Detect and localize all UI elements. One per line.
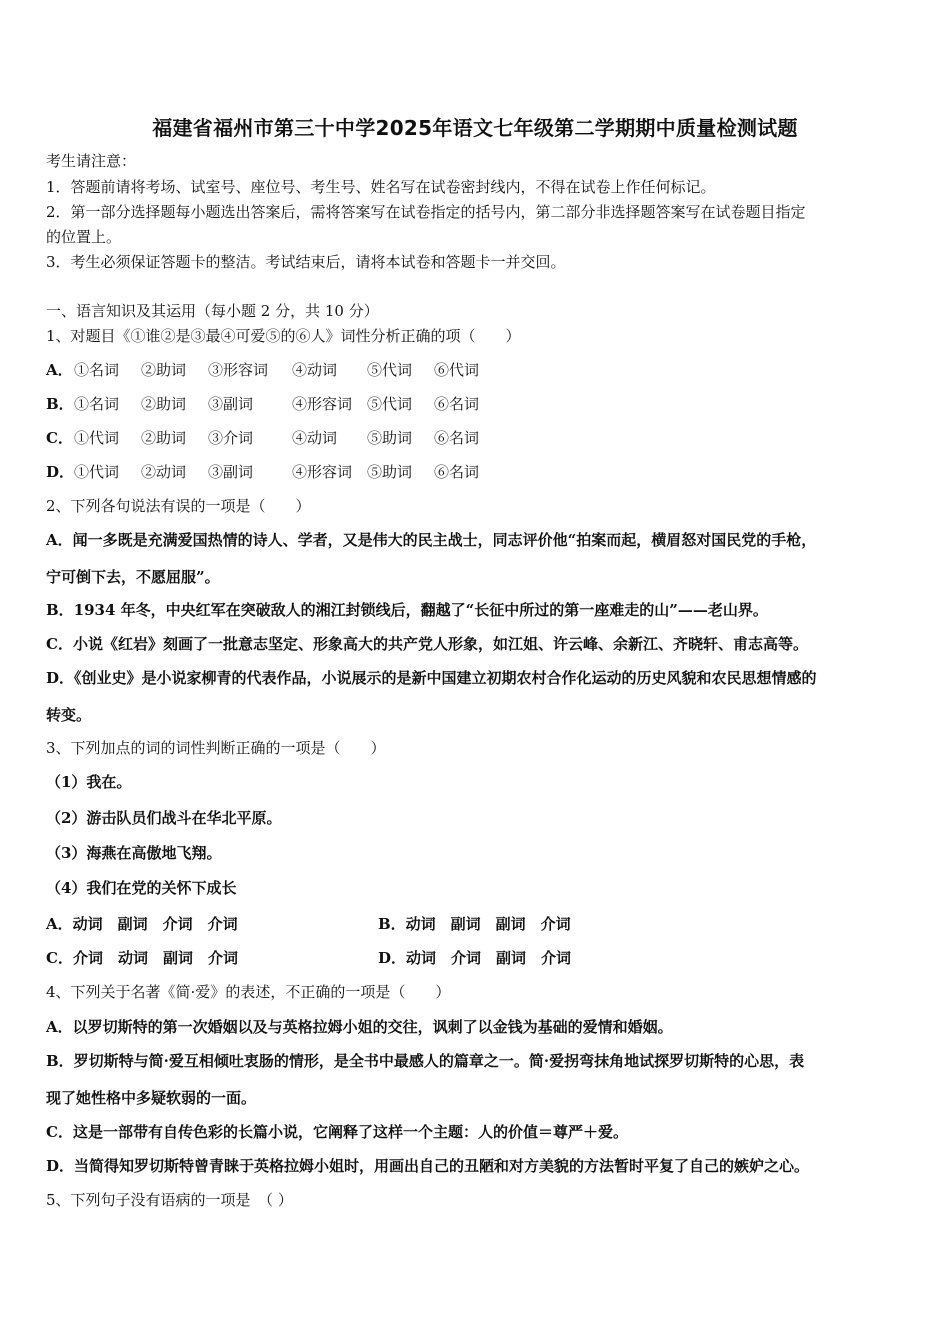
option-item: ④动词 bbox=[292, 361, 338, 379]
q3-option-a[interactable]: A．动词 副词 介词 介词 bbox=[46, 915, 238, 933]
q2-option-b[interactable]: B．1934 年冬，中央红军在突破敌人的湘江封锁线后，翻越了“长征中所过的第一座难走的山”——老山界。 bbox=[46, 601, 768, 619]
q3-option-c[interactable]: C．介词 动词 副词 介词 bbox=[46, 949, 238, 967]
option-label: B． bbox=[46, 395, 74, 413]
notice-item-3: 3．考生必须保证答题卡的整洁。考试结束后，请将本试卷和答题卡一并交回。 bbox=[46, 253, 566, 271]
option-item: ②助词 bbox=[141, 361, 187, 379]
exam-title: 福建省福州市第三十中学2025年语文七年级第二学期期中质量检测试题 bbox=[152, 116, 798, 140]
q1-stem: 1、对题目《①谁②是③最④可爱⑤的⑥人》词性分析正确的项（ ） bbox=[46, 327, 521, 345]
option-item: ①名词 bbox=[74, 361, 120, 379]
option-item: ⑤助词 bbox=[367, 463, 413, 481]
q4-option-b-cont: 现了她性格中多疑软弱的一面。 bbox=[46, 1089, 257, 1107]
section-heading: 一、语言知识及其运用（每小题 2 分，共 10 分） bbox=[46, 302, 379, 320]
q2-option-d-cont: 转变。 bbox=[46, 706, 92, 724]
option-item: ②动词 bbox=[141, 463, 187, 481]
option-item: ⑤助词 bbox=[367, 429, 413, 447]
option-label: A． bbox=[46, 361, 73, 379]
q1-option-c[interactable] bbox=[46, 428, 479, 448]
option-item: ⑥名词 bbox=[434, 429, 480, 447]
q3-sentence-4: （4）我们在党的关怀下成长 bbox=[46, 879, 237, 897]
notice-item-2: 2．第一部分选择题每小题选出答案后，需将答案写在试卷指定的括号内，第二部分非选择题答案写在试卷题目指定 bbox=[46, 203, 806, 221]
q3-sentence-2: （2）游击队员们战斗在华北平原。 bbox=[46, 809, 282, 827]
q3-option-d[interactable]: D．动词 介词 副词 介词 bbox=[378, 949, 572, 967]
option-label: C． bbox=[46, 429, 73, 447]
option-item: ⑥名词 bbox=[434, 463, 480, 481]
option-item: ①代词 bbox=[74, 463, 120, 481]
option-item: ⑤代词 bbox=[367, 395, 413, 413]
option-item: ①名词 bbox=[74, 395, 120, 413]
option-item: ③副词 bbox=[208, 395, 254, 413]
option-item: ②助词 bbox=[141, 395, 187, 413]
notice-item-2-cont: 的位置上。 bbox=[46, 228, 122, 246]
q3-stem: 3、下列加点的词的词性判断正确的一项是（ ） bbox=[46, 739, 386, 757]
q4-option-c[interactable]: C．这是一部带有自传色彩的长篇小说，它阐释了这样一个主题：人的价值＝尊严＋爱。 bbox=[46, 1123, 628, 1141]
q4-option-b[interactable]: B．罗切斯特与简·爱互相倾吐衷肠的情形，是全书中最感人的篇章之一。简·爱拐弯抹角地试探罗切斯特的心思，表 bbox=[46, 1052, 805, 1070]
option-item: ③副词 bbox=[208, 463, 254, 481]
q2-option-a[interactable]: A．闻一多既是充满爱国热情的诗人、学者，又是伟大的民主战士，同志评价他“拍案而起，横眉怒对国民党的手枪， bbox=[46, 531, 817, 549]
option-item: ②助词 bbox=[141, 429, 187, 447]
q3-sentence-3: （3）海燕在高傲地飞翔。 bbox=[46, 844, 222, 862]
q3-option-b[interactable]: B．动词 副词 副词 介词 bbox=[378, 915, 571, 933]
notice-heading: 考生请注意： bbox=[46, 152, 137, 170]
option-label: D． bbox=[46, 463, 75, 481]
option-item: ⑥名词 bbox=[434, 395, 480, 413]
q2-option-d[interactable]: D．《创业史》是小说家柳青的代表作品，小说展示的是新中国建立初期农村合作化运动的历史风貌和农民思想情感的 bbox=[46, 669, 817, 687]
option-item: ①代词 bbox=[74, 429, 120, 447]
option-item: ④形容词 bbox=[292, 463, 353, 481]
q1-option-b[interactable] bbox=[46, 394, 479, 414]
option-item: ⑤代词 bbox=[367, 361, 413, 379]
notice-item-1: 1．答题前请将考场、试室号、座位号、考生号、姓名写在试卷密封线内，不得在试卷上作任何标记。 bbox=[46, 178, 716, 196]
q1-option-d[interactable] bbox=[46, 462, 479, 482]
q5-stem: 5、下列句子没有语病的一项是 （ ） bbox=[46, 1191, 293, 1209]
q4-option-d[interactable]: D．当简得知罗切斯特曾青睐于英格拉姆小姐时，用画出自己的丑陋和对方美貌的方法暂时平复了自己的嫉妒之心。 bbox=[46, 1157, 810, 1175]
option-item: ④形容词 bbox=[292, 395, 353, 413]
q2-option-a-cont: 宁可倒下去，不愿屈服”。 bbox=[46, 568, 220, 586]
q2-option-c[interactable]: C．小说《红岩》刻画了一批意志坚定、形象高大的共产党人形象，如江姐、许云峰、余新江、齐晓轩、甫志高等。 bbox=[46, 635, 808, 653]
q1-option-a[interactable] bbox=[46, 360, 479, 380]
option-item: ⑥代词 bbox=[434, 361, 480, 379]
q4-option-a[interactable]: A．以罗切斯特的第一次婚姻以及与英格拉姆小姐的交往，讽刺了以金钱为基础的爱情和婚姻。 bbox=[46, 1018, 673, 1036]
option-item: ③介词 bbox=[208, 429, 254, 447]
option-item: ③形容词 bbox=[208, 361, 269, 379]
q3-sentence-1: （1）我在。 bbox=[46, 773, 132, 791]
q4-stem: 4、下列关于名著《简·爱》的表述，不正确的一项是（ ） bbox=[46, 983, 451, 1001]
option-item: ④动词 bbox=[292, 429, 338, 447]
q2-stem: 2、下列各句说法有误的一项是（ ） bbox=[46, 497, 311, 515]
